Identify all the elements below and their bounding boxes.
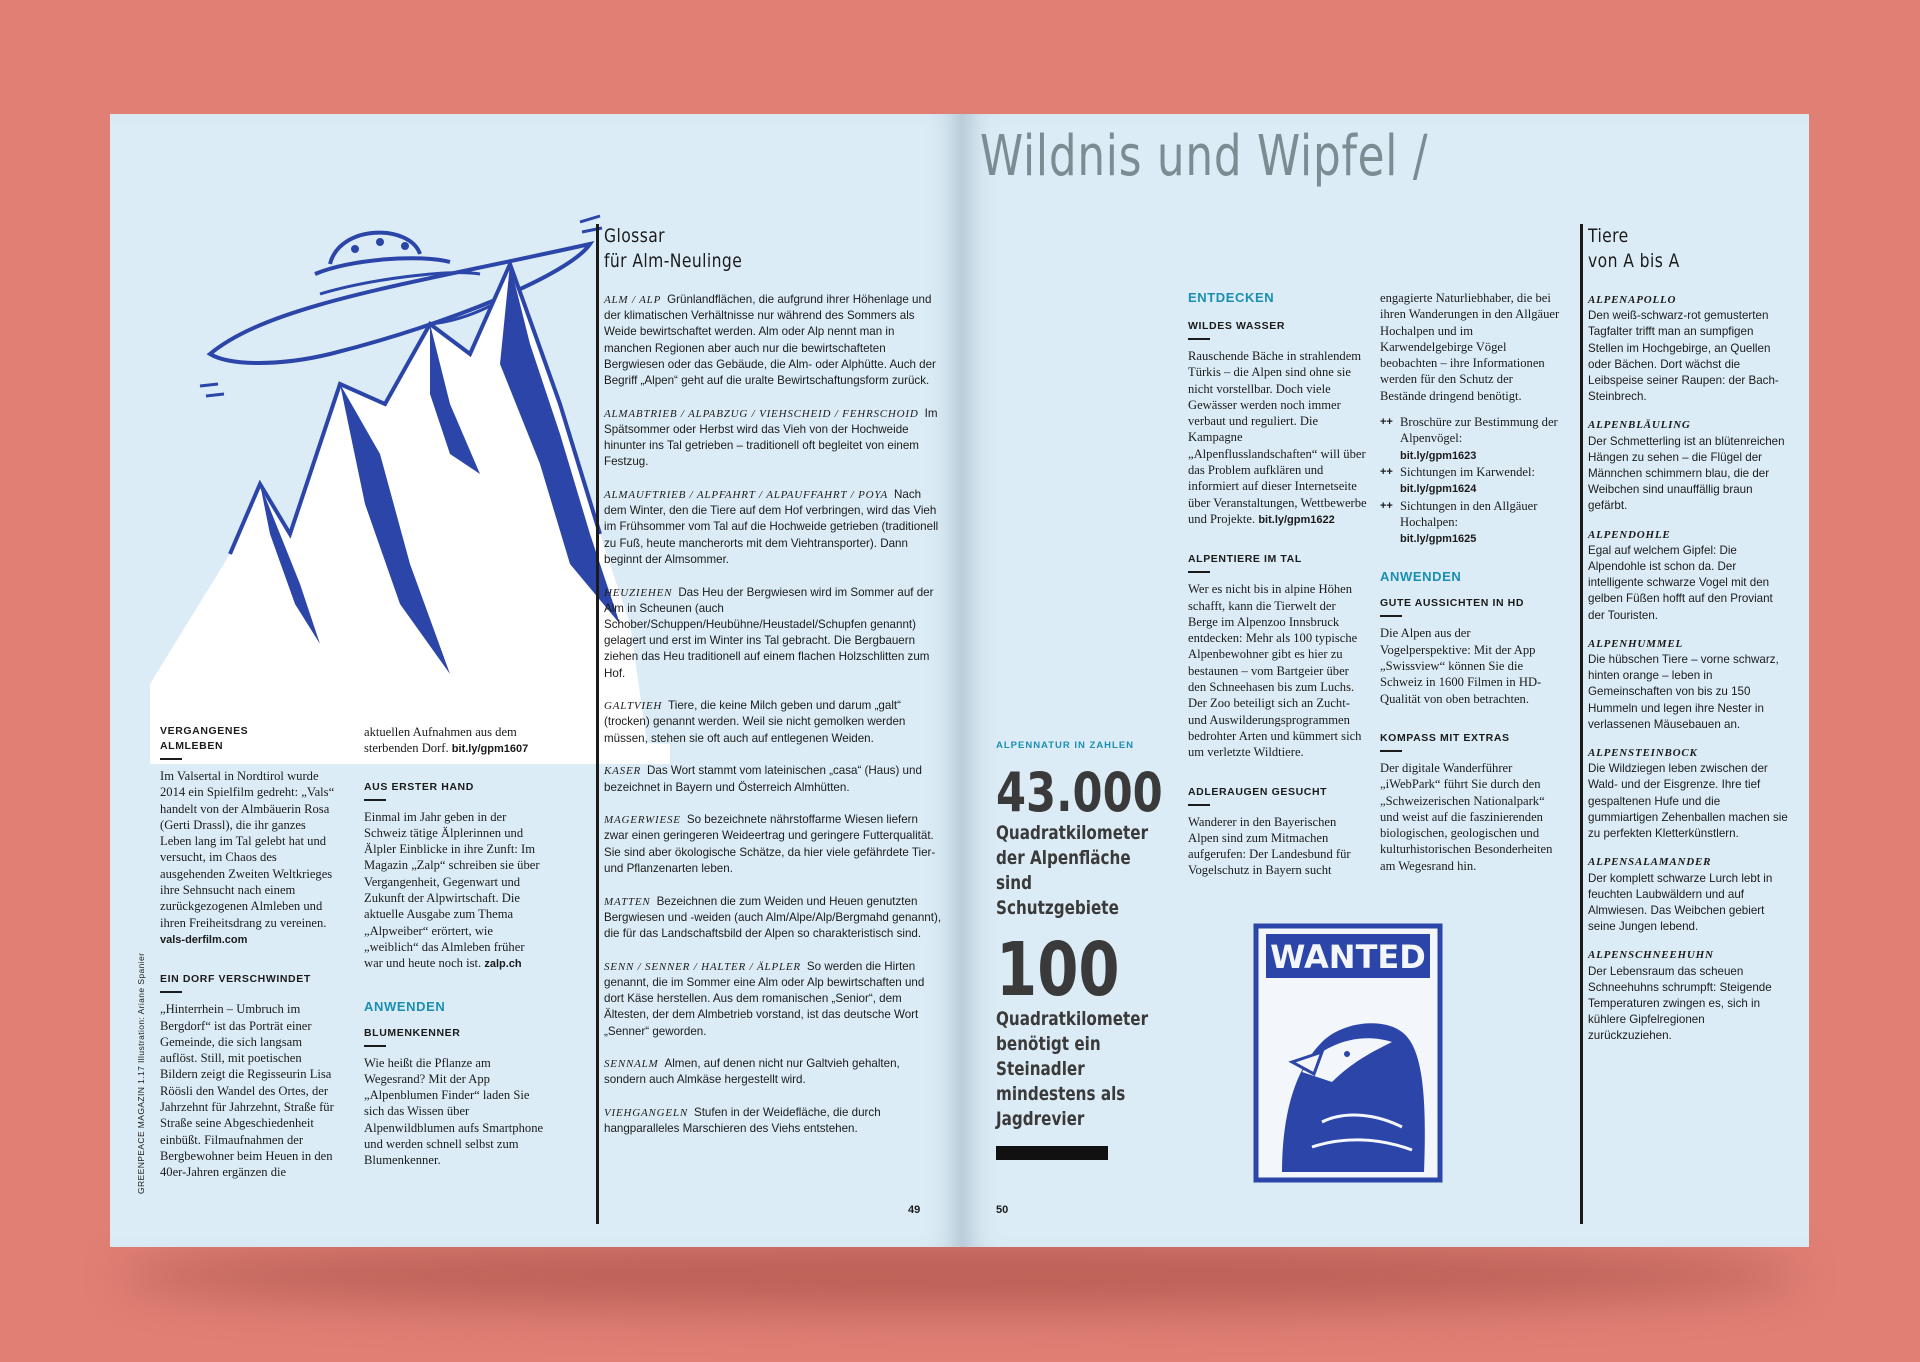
list-item [1588, 854, 1788, 935]
bullet-item [1380, 464, 1560, 498]
list-item [604, 406, 944, 471]
black-bar [996, 1146, 1108, 1160]
list-item [604, 812, 944, 877]
entry-term: ALPENBLÄULING [1588, 419, 1691, 432]
entry-text: Den weiß-schwarz-rot gemusterten Tagfalter trifft man an sumpfigen Stellen im Hochgebirge, an Quellen oder Bächen. Dort wächst die Leibspeise seiner Raupen: der Bach-Steinbrech. [1588, 309, 1779, 404]
alpentiere-text: Wer es nicht bis in alpine Höhen schafft, kann die Tierwelt der Berge im Alpenzoo Innsbruck entdecken: Mehr als 100 typische Alpenbewohner gibt es hier zu bestaunen – vom Bartgeier über den Schneehasen bis zum Luchs. Der Zoo beteiligt sich an Zucht- und Auswilderungsprogrammen bedrohter Arten und kümmert sich um verletzte Wildtiere. [1188, 582, 1362, 760]
list-item [1588, 745, 1788, 842]
entry-text: So bezeichnete nährstoffarme Wiesen liefern zwar einen geringeren Weideertrag und geringere Futterqualität. Sie sind aber ökologische Schätze, da hier viele gefährdete Tier- und Pflanzenarten leben. [604, 813, 936, 875]
entry-text: Der Schmetterling ist an blütenreichen Hängen zu sehen – die Flügel der Männchen schimmern blau, die der Weibchen sind unauffällig braun gefärbt. [1588, 434, 1785, 513]
wildes-wasser-text: Rauschende Bäche in strahlendem Türkis – die Alpen sind ohne sie nicht vorstellbar. Doch viele Gewässer werden noch immer verbaut und reguliert. Die Kampagne „Alpenflusslandschaften“ will über das Problem aufklären und informiert auf dieser Internetseite über Veranstaltungen, Wettbewerbe und Projekte. [1188, 349, 1367, 526]
short-rule [160, 758, 182, 760]
section-head-wildes-wasser: WILDES WASSER [1188, 320, 1286, 332]
section-head-vergangenes [160, 724, 335, 754]
short-rule [1188, 571, 1210, 573]
list-item [604, 585, 944, 682]
entry-term: ALM / ALP [604, 294, 662, 306]
entry-text: Das Wort stammt vom lateinischen „casa“ (Haus) und bezeichnet in Bayern und Österreich Almhütten. [604, 764, 922, 794]
stat2-line: mindestens als [996, 1083, 1126, 1105]
section-head-dorf: EIN DORF VERSCHWINDET [160, 973, 311, 986]
list-item [604, 763, 944, 795]
section-head-alpentiere: ALPENTIERE IM TAL [1188, 553, 1302, 566]
short-rule [1188, 338, 1210, 340]
gpm1625-link[interactable]: bit.ly/gpm1625 [1400, 533, 1477, 546]
iwebpark-text: Der digitale Wanderführer „iWebPark“ führt Sie durch den „Schweizerischen Nationalpark“ und weist auf die faszinierenden biologischen, geologischen und kulturhistorischen Besonderheiten am Wegesrand hin. [1380, 760, 1553, 873]
page-title: Wildnis und Wipfel / [980, 124, 1429, 189]
glossary-title-line2: für Alm-Neulinge [604, 250, 743, 272]
stat-value-100: 100 [996, 927, 1120, 1013]
stat2-line: Quadratkilometer [996, 1008, 1149, 1030]
list-item [1588, 527, 1788, 624]
entry-term: ALMAUFTRIEB / ALPFAHRT / ALPAUFFAHRT / POYA [604, 489, 889, 502]
entry-term: ALPENSTEINBOCK [1588, 747, 1698, 760]
zalp-link[interactable]: zalp.ch [484, 958, 522, 971]
list-item [1588, 636, 1788, 733]
entry-text: Grünlandflächen, die aufgrund ihrer Höhenlage und der klimatischen Verhältnisse nur während des Sommers als Weide bewirtschaftet werden. Alm oder Alp nennt man in manchen Regionen aber auch nur die bewirtschafteten Bergwiesen oder das Gebäude, die Alm- oder Alphütte. Auch der Begriff „Alpen“ geht auf die uralte Bewirtschaftungsform zurück. [604, 293, 936, 388]
page-number-50: 50 [996, 1204, 1009, 1216]
left-info-column-1 [160, 724, 335, 1181]
stat-text-100 [996, 1007, 1156, 1132]
entry-text: Der Lebensraum das scheuen Schneehuhns schrumpft: Steigende Temperaturen zwingen es, sich in kühlere Gipfelregionen zurückzuziehen. [1588, 964, 1772, 1043]
entry-term: ALMABTRIEB / ALPABZUG / VIEHSCHEID / FEHRSCHOID [604, 407, 919, 420]
entry-term: GALTVIEH [604, 700, 663, 713]
bullet-marker: ++ [1380, 499, 1393, 512]
adleraugen-text: Wanderer in den Bayerischen Alpen sind zum Mitmachen aufgerufen: Der Landesbund für Vogelschutz in Bayern sucht [1188, 814, 1351, 878]
entry-text: Die Wildziegen leben zwischen der Wald- und der Eisgrenze. Ihre tief gespaltenen Hufe und die gummiartigen Zehenballen machen sie zu perfekten Kletterkünstlern. [1588, 762, 1788, 841]
stats-block [996, 740, 1196, 1160]
hinterrhein-text: „Hinterrhein – Umbruch im Bergdorf“ ist das Porträt einer Gemeinde, die sich langsam auflöst. Still, mit poetischen Bildern zeigt die Regisseurin Lisa Röösli den Wandel des Ortes, der Jahrzehnt für Jahrzehnt, Straße für Straße seine Abgeschiedenheit einbüßt. Filmaufnahmen der Bergbewohner beim Heuen in den 40er-Jahren ergänzen die [160, 1002, 334, 1180]
wanted-poster-illustration [1252, 922, 1444, 1184]
entry-term: ALPENSCHNEEHUHN [1588, 949, 1714, 962]
entdecken-heading: ENTDECKEN [1188, 290, 1275, 305]
animals-column [1588, 224, 1788, 1057]
animals-rule-placeholder [1580, 224, 1583, 1224]
page-number-49: 49 [908, 1204, 921, 1216]
section-head-adleraugen: ADLERAUGEN GESUCHT [1188, 785, 1328, 798]
gpm1623-link[interactable]: bit.ly/gpm1623 [1400, 449, 1477, 462]
list-item [604, 959, 944, 1040]
stat1-line: sind Schutzgebiete [996, 872, 1119, 919]
entry-term: SENNALM [604, 1058, 659, 1071]
list-item [604, 698, 944, 747]
vals-text: Im Valsertal in Nordtirol wurde 2014 ein Spielfilm gedreht: „Vals“ handelt von der Almbäuerin Rosa (Gerti Drassl), die ihr ganzes Leben lang im Tal gelebt hat und versucht, im Chaos des ausgehenden Zweiten Weltkrieges ihre Sehnsucht nach einem zurückgezogenen Almleben und ihren Freiheitsdrang zu vereinen. [160, 769, 335, 930]
anwenden-heading: ANWENDEN [364, 998, 446, 1014]
right-page [962, 114, 1809, 1247]
list-item [1588, 947, 1788, 1044]
animals-title-line1: Tiere [1588, 225, 1629, 247]
entry-text: Die hübschen Tiere – vorne schwarz, hinten orange – leben in Gemeinschaften von bis zu 150 Hummeln und legen ihre Nester in verlassenen Mäusebauen an. [1588, 653, 1779, 731]
entry-term: ALPENAPOLLO [1588, 294, 1677, 306]
left-page [110, 114, 962, 1247]
section-head-aus-erster-hand: AUS ERSTER HAND [364, 780, 474, 793]
animals-list [1588, 292, 1788, 1045]
wanted-text: WANTED [1270, 938, 1426, 976]
entry-term: ALPENSALAMANDER [1588, 856, 1712, 869]
list-item [604, 894, 944, 943]
spread-shadow [120, 1240, 1800, 1310]
entry-term: ALPENHUMMEL [1588, 637, 1683, 650]
vals-link[interactable]: vals-derfilm.com [160, 933, 248, 946]
section-head-kompass: KOMPASS MIT EXTRAS [1380, 731, 1510, 744]
glossary-column [604, 224, 944, 1154]
stat2-line: Steinadler [996, 1058, 1085, 1080]
entry-term: SENN / SENNER / HALTER / ÄLPLER [604, 960, 801, 973]
section-head-blumenkenner: BLUMENKENNER [364, 1026, 461, 1039]
section-head-line1: VERGANGENES [160, 725, 249, 737]
mountains-icon [150, 264, 673, 764]
stat-text-43000 [996, 821, 1156, 921]
right-info-column-2 [1380, 290, 1560, 874]
entry-term: MATTEN [604, 895, 651, 908]
glossary-rule [596, 224, 599, 1224]
short-rule [160, 991, 182, 993]
bullet-item [1380, 414, 1560, 464]
entry-text: Bezeichnen die zum Weiden und Heuen genutzten Bergwiesen und -weiden (auch Alm/Alpe/Alp/Bergmahd genannt), die für das Landschaftsbild der Alpen so charakteristisch sind. [604, 894, 942, 940]
blumenkenner-text: Wie heißt die Pflanze am Wegesrand? Mit der App „Alpenblumen Finder“ laden Sie sich das Wissen über Alpenwildblumen aufs Smartphone und werden schnell selbst zum Blumenkenner. [364, 1055, 544, 1168]
bullet-item [1380, 498, 1560, 548]
list-item [604, 1105, 944, 1137]
anwenden-heading: ANWENDEN [1380, 569, 1462, 585]
bullet-marker: ++ [1380, 465, 1393, 478]
glossary-title-line1: Glossar [604, 225, 666, 247]
glossary-title [604, 224, 883, 274]
right-info-column-1 [1188, 290, 1368, 879]
entry-text: Stufen in der Weidefläche, die durch hangparalleles Marschieren des Viehs entstehen. [604, 1106, 881, 1136]
bullet-text: Sichtungen im Karwendel: [1400, 464, 1536, 479]
entry-term: HEUZIEHEN [604, 586, 673, 599]
left-info-column-2 [364, 724, 544, 1169]
gpm1607-link[interactable]: bit.ly/gpm1607 [451, 743, 529, 756]
zalp-text: Einmal im Jahr geben in der Schweiz tätige Älplerinnen und Älpler Einblicke in ihre Zunft: Im Magazin „Zalp“ schreiben sie über Vergangenheit, Gegenwart und Zukunft der Alpwirtschaft. Die aktuelle Ausgabe zum Thema „Alpweiber“ erörtert, wie „weiblich“ das Almleben früher war und heute noch ist. [364, 809, 540, 971]
section-head-gute-aussichten: GUTE AUSSICHTEN IN HD [1380, 597, 1525, 610]
entry-text: Nach dem Winter, den die Tiere auf dem Hof verbringen, wird das Vieh im Frühsommer vom Tal auf die Hochweide getrieben (traditionell zu Fuß, heute mancherorts mit dem Viehtransporter). Dann beginnt der Almsommer. [604, 488, 939, 566]
section-head-line2: ALMLEBEN [160, 740, 224, 752]
entry-text: Almen, auf denen nicht nur Galtvieh gehalten, sondern auch Almkäse hergestellt wird. [604, 1057, 900, 1087]
bullet-text: Broschüre zur Bestimmung der Alpenvögel: [1400, 415, 1558, 446]
animals-title-line2: von A bis A [1588, 250, 1680, 272]
gpm1622-link[interactable]: bit.ly/gpm1622 [1258, 513, 1335, 526]
zalp-paragraph [364, 809, 544, 973]
short-rule [364, 799, 386, 801]
swissview-text: Die Alpen aus der Vogelperspektive: Mit der App „Swissview“ können Sie die Schweiz in 1600 Filmen in HD-Qualität von oben betrachten. [1380, 626, 1542, 706]
bullet-text: Sichtungen in den Allgäuer Hochalpen: [1400, 498, 1538, 529]
entry-term: VIEHGANGELN [604, 1107, 688, 1120]
list-item [1588, 417, 1788, 514]
dorf-continued-text: aktuellen Aufnahmen aus dem sterbenden Dorf. [364, 725, 517, 756]
bullet-list [1380, 414, 1560, 547]
short-rule [1188, 804, 1210, 806]
stats-label: ALPENNATUR IN ZAHLEN [996, 740, 1135, 751]
entry-term: MAGERWIESE [604, 814, 681, 827]
vals-paragraph [160, 768, 335, 948]
list-item [604, 292, 944, 389]
stat1-line: der Alpenfläche [996, 847, 1131, 869]
short-rule [1380, 615, 1402, 617]
short-rule [364, 1045, 386, 1047]
entry-text: Tiere, die keine Milch geben und darum „galt“ (trocken) genannt werden. Weil sie nicht gemolken werden müssen, stehen sie oft auch auf entlegenen Weiden. [604, 699, 906, 745]
gpm1624-link[interactable]: bit.ly/gpm1624 [1400, 483, 1477, 496]
wildes-wasser-paragraph [1188, 348, 1368, 528]
entry-text: Egal auf welchem Gipfel: Die Alpendohle ist schon da. Der intelligente schwarze Vogel mit den gelben Füßen hofft auf den Proviant der Touristen. [1588, 543, 1773, 622]
animals-title [1588, 224, 1752, 274]
entry-text: Im Spätsommer oder Herbst wird das Vieh von der Hochweide hinunter ins Tal getrieben – traditionell oft begleitet von einem Festzug. [604, 406, 938, 469]
short-rule [1380, 750, 1402, 752]
list-item [1588, 292, 1788, 405]
magazine-credit: GREENPEACE MAGAZIN 1.17 Illustration: Ariane Spanier [136, 952, 146, 1194]
stat-value-43000: 43.000 [996, 761, 1163, 824]
glossary-list [604, 292, 944, 1138]
dorf-continued-paragraph [364, 724, 544, 758]
entry-text: Der komplett schwarze Lurch lebt in feuchten Laubwäldern und auf Almwiesen. Das Weibchen gebiert seine Jungen lebend. [1588, 871, 1773, 934]
list-item [604, 487, 944, 568]
stat2-line: benötigt ein [996, 1033, 1101, 1055]
entry-term: ALPENDOHLE [1588, 528, 1671, 541]
list-item [604, 1056, 944, 1088]
entry-text: So werden die Hirten genannt, die im Sommer eine Alm oder Alp bewirtschaften und dort Käse herstellen. Aus dem romanischen „Senior“, dem Ältesten, der dem Almbetrieb vorstand, ist das deutsche Wort „Senner“ geworden. [604, 959, 925, 1038]
vogel-text: engagierte Naturliebhaber, die bei ihren Wanderungen in den Allgäuer Hochalpen und im Karwendelgebirge Vögel beobachten – ihre Informationen werden für den Schutz der Bestände dringend benötigt. [1380, 291, 1560, 403]
stat1-line: Quadratkilometer [996, 822, 1149, 844]
stat2-line: Jagdrevier [996, 1108, 1085, 1130]
bullet-marker: ++ [1380, 416, 1393, 429]
entry-term: KASER [604, 765, 641, 778]
entry-text: Das Heu der Bergwiesen wird im Sommer auf der Alm in Scheunen (auch Schober/Schuppen/Heubühne/Heustadel/Schupfen genannt) gelagert und erst im Winter ins Tal gebracht. Die Bergbauern ziehen das Heu traditionell auf einem flachen Holzschlitten zum Hof. [604, 585, 934, 680]
